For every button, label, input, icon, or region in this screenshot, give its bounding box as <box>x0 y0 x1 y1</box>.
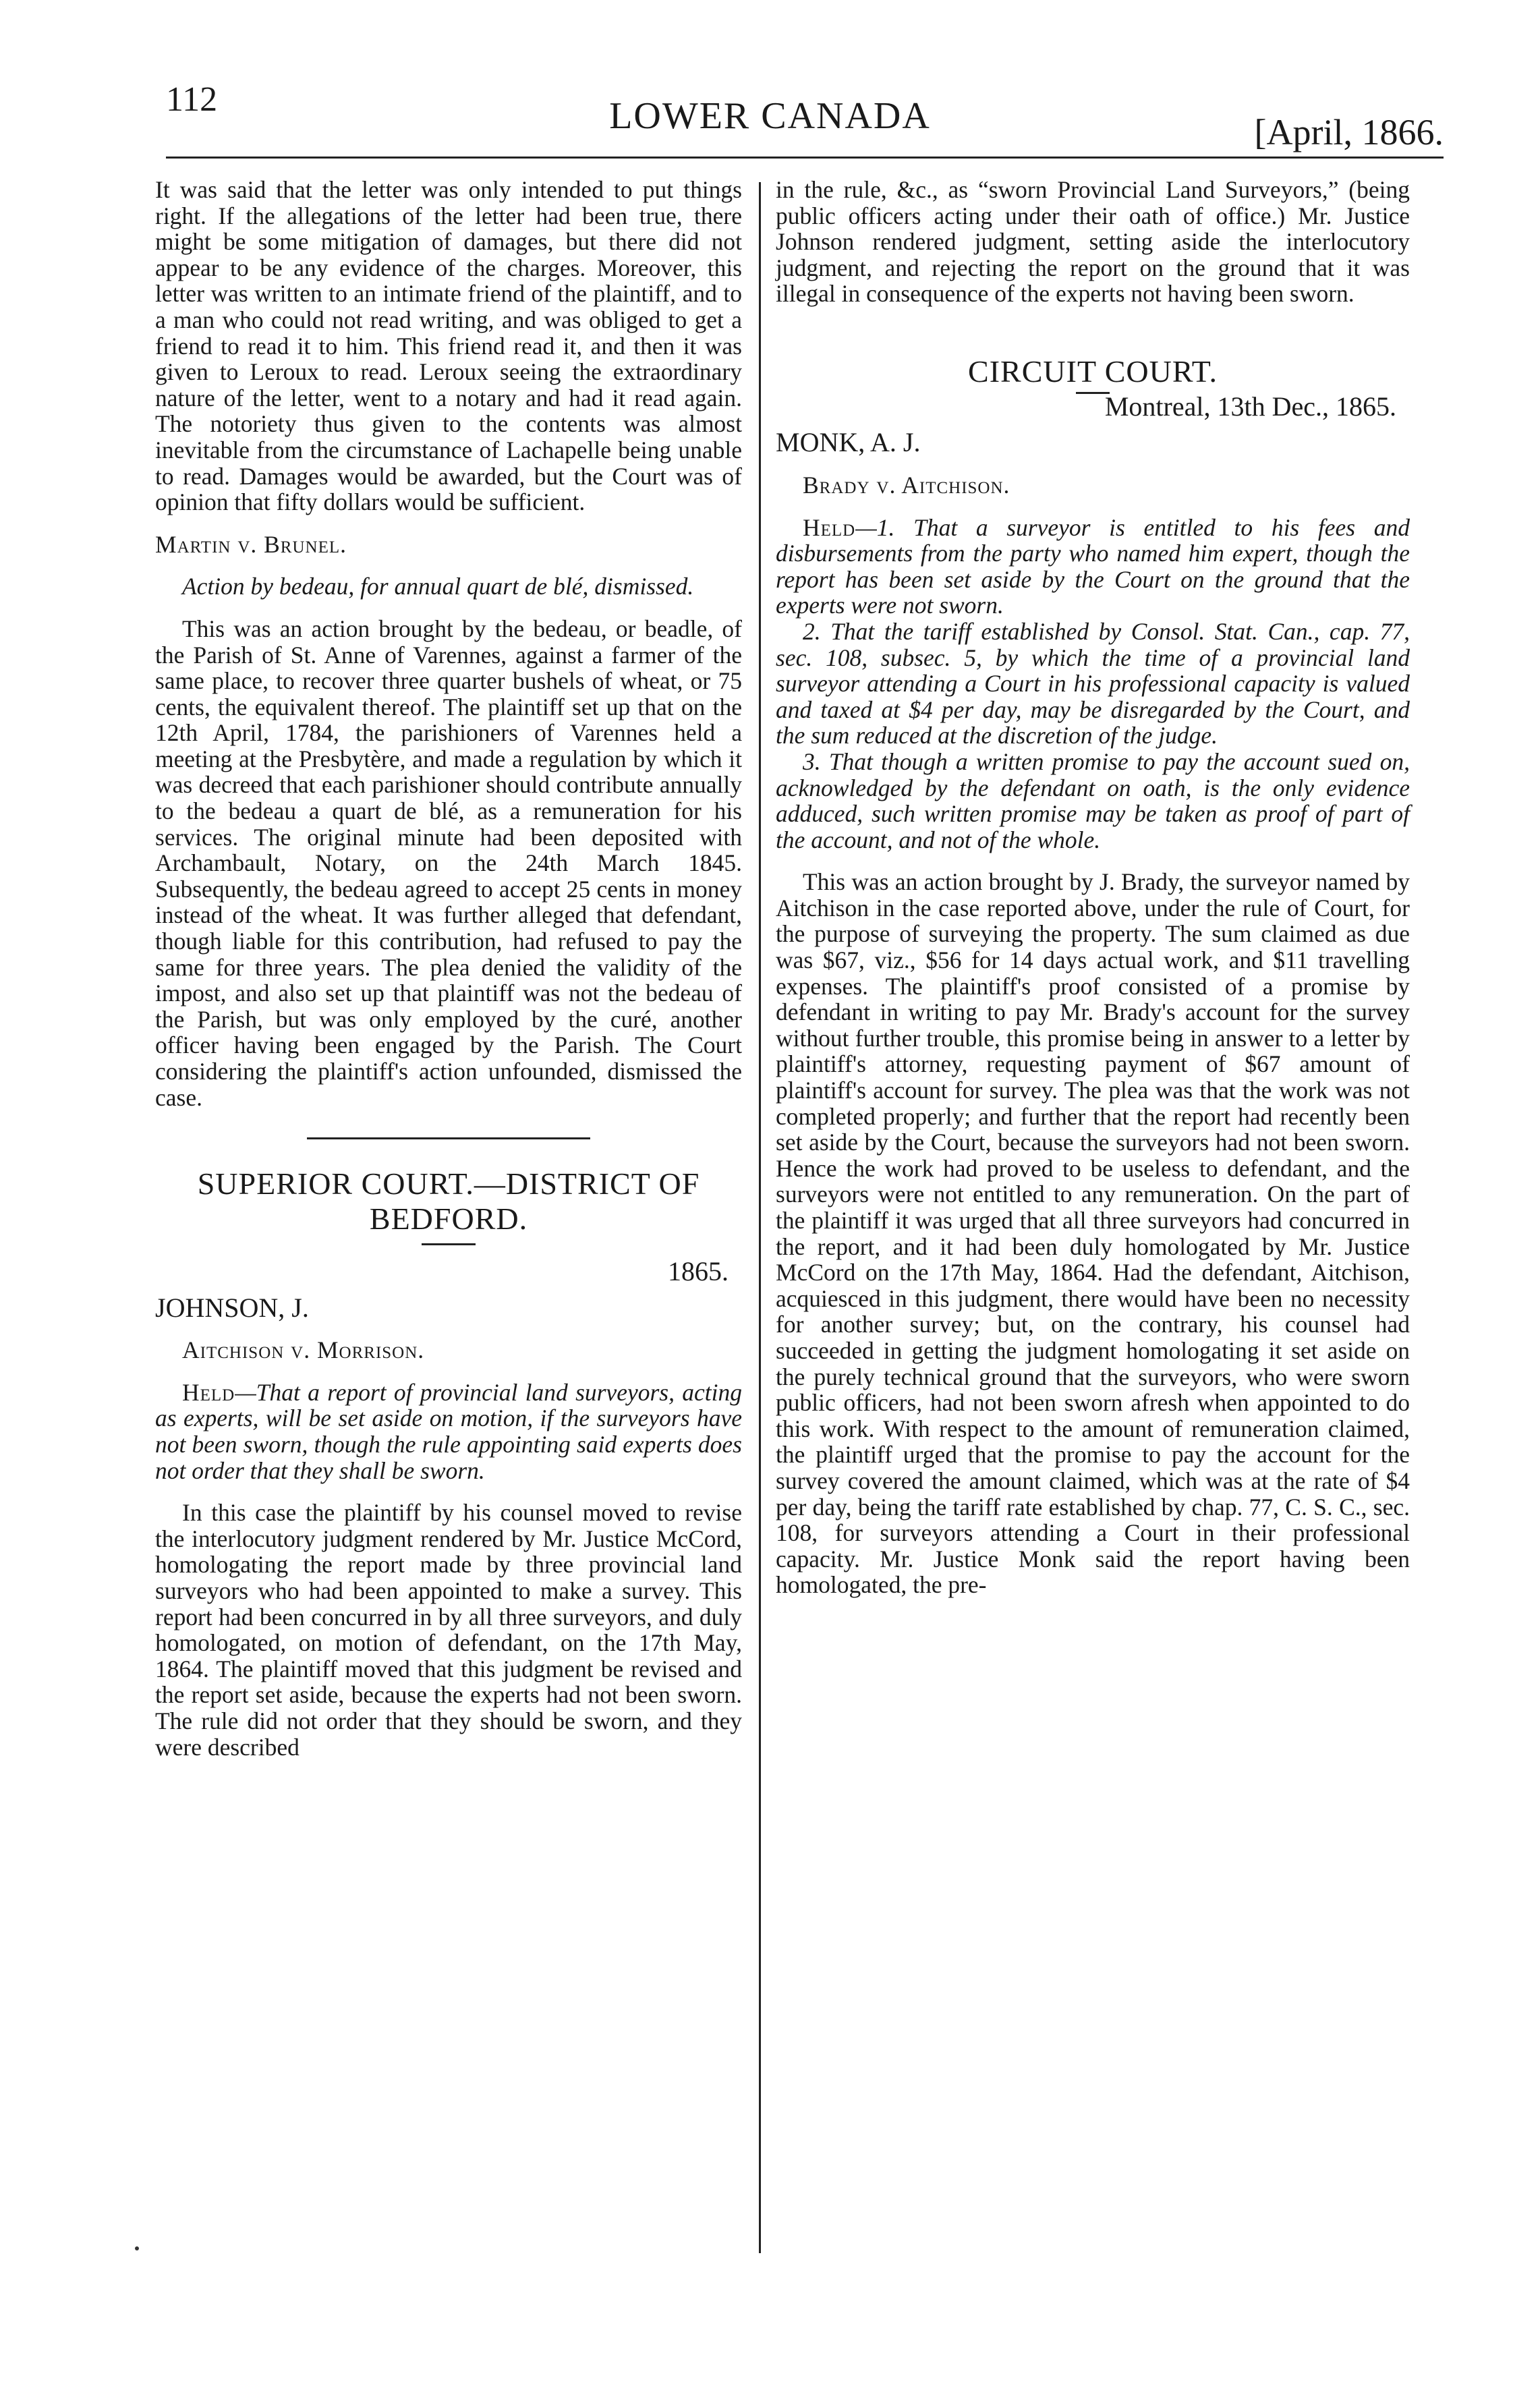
opening-paragraph: It was said that the letter was only intended to put things right. If the allegations of the letter had been true, there might be some mitigation of damages, but there did not appear to be any evidence of the charges. Moreover, this letter was written to an intimate friend of the plaintiff, and to a man who could not read writing, and was obliged to get a friend to read it to him. This friend read it, and then it was given to Leroux to read. Leroux seeing the extraordinary nature of the letter, went to a notary and had it read again. The notoriety thus given to the contents was almost inevitable from the circumstance of Lachapelle being unable to read. Damages would be awarded, but the Court was of opinion that fifty dollars would be sufficient. <box>155 176 742 516</box>
judge-name: MONK, A. J. <box>776 427 921 458</box>
court-heading-superior: SUPERIOR COURT.—DISTRICT OF BEDFORD. <box>197 1166 700 1237</box>
held-text: —1. That a surveyor is entitled to his fees and disbursements from the party who named him expert, though the report has been set aside by the Court on the ground that the experts were not sworn. <box>776 513 1410 619</box>
print-speck <box>135 2246 139 2250</box>
case-paragraph-martin-brunel: This was an action brought by the bedeau, or beadle, of the Parish of St. Anne of Varennes, against a farmer of the same place, to recover three quarter bushels of wheat, or 75 cents, the equivalent thereof. The plaintiff set up that on the 12th April, 1784, the parishioners of Varennes held a meeting at the Presbytère, and made a regulation by which it was decreed that each parishioner should contribute annually to the bedeau a quart de blé, as a remuneration for his services. The original minute had been deposited with Archambault, Notary, on the 24th March 1845. Subsequently, the bedeau agreed to accept 25 cents in money instead of the wheat. It was further alleged that defendant, though liable for this contribution, had refused to pay the same for three years. The plea denied the validity of the impost, and also set up that plaintiff was not the bedeau of the Parish, but was only employed by the curé, another officer having been engaged by the Parish. The Court considering the plaintiff's action unfounded, dismissed the case. <box>155 615 742 1111</box>
case-title-aitchison-morrison: Aitchison v. Morrison. <box>182 1336 425 1364</box>
header-rule <box>166 157 1444 159</box>
header-date: [April, 1866. <box>1254 112 1444 152</box>
body-paragraph: This was an action brought by J. Brady, the surveyor named by Aitchison in the case reported above, under the rule of Court, for the purpose of surveying the property. The sum claimed as due was $67, viz., $56 for 14 days actual work, and $11 travelling expenses. The plaintiff's proof consisted of a promise by defendant in writing to pay Mr. Brady's account for the survey without further trouble, this promise being in answer to a letter by plaintiff's attorney, requesting payment of $67 amount of plaintiff's account for survey. The plea was that the work was not completed properly; and further that the report had recently been set aside by the Court, because the surveyors had not been sworn. Hence the work had proved to be useless to defendant, and the surveyors were not entitled to any remuneration. On the part of the plaintiff it was urged that all three surveyors had concurred in the report, and it had been duly homologated by Mr. Justice McCord on the 17th May, 1864. Had the defendant, Aitchison, acquiesced in this judgment, there would have been no necessity for another survey; but, on the contrary, his counsel had succeeded in getting the judgment homologating it set aside on the purely technical ground that the surveyors, who were sworn public officers, had not been sworn afresh when appointed to do this work. With respect to the amount of remuneration claimed, the plaintiff urged that the promise to pay the account for the survey covered the amount claimed, which was at the rate of $4 per day, being the tariff rate established by chap. 77, C. S. C., sec. 108, for surveyors attending a Court in their professional capacity. Mr. Justice Monk said the report having been homologated, the pre- <box>776 868 1410 1599</box>
section-divider <box>307 1137 590 1139</box>
left-column <box>155 177 742 1760</box>
right-column <box>776 177 1410 1598</box>
place-date: Montreal, 13th Dec., 1865. <box>1104 391 1396 422</box>
judge-name: JOHNSON, J. <box>155 1292 309 1323</box>
case-headnote-martin-brunel: Action by bedeau, for annual quart de blé, dismissed. <box>182 573 694 600</box>
continuation-paragraph: in the rule, &c., as “sworn Provincial Land Surveyors,” (being public officers acting under their oath of office.) Mr. Justice Johnson rendered judgment, setting aside the interlocutory judgment, and rejecting the report on the ground that it was illegal in consequence of the experts not having been sworn. <box>776 176 1410 308</box>
held-label: Held <box>182 1378 235 1406</box>
page-header <box>0 0 1540 162</box>
held-point-3: 3. That though a written promise to pay the account sued on, acknowledged by the defendant on oath, is the only evidence adduced, such written promise may be taken as proof of part of the account, and not of the whole. <box>776 747 1410 853</box>
case-paragraph-aitchison-morrison: In this case the plaintiff by his counsel moved to revise the interlocutory judgment rendered by Mr. Justice McCord, homologating the report made by three provincial land surveyors who had been appointed to make a survey. This report had been concurred in by all three surveyors, and duly homologated, on motion of defendant, on the 17th May, 1864. The plaintiff moved that this judgment be revised and the report set aside, because the experts had not been sworn. The rule did not order that they should be sworn, and they were described <box>155 1499 742 1761</box>
page-number: 112 <box>166 80 218 119</box>
held-point-2: 2. That the tariff established by Consol. Stat. Can., cap. 77, sec. 108, subsec. 5, by which the time of a provincial land surveyor attending a Court in his professional capacity is valued and taxed at $4 per day, may be disregarded by the Court, and the sum reduced at the discretion of the judge. <box>776 617 1410 749</box>
case-title-martin-brunel: Martin v. Brunel. <box>155 530 347 558</box>
court-heading-circuit: CIRCUIT COURT. <box>968 353 1218 389</box>
judge-line <box>776 391 1410 458</box>
judge-line <box>155 1256 742 1323</box>
heading-rule <box>422 1243 476 1245</box>
held-label: Held <box>803 513 856 541</box>
case-headnote-aitchison-morrison <box>155 1380 742 1483</box>
case-title-brady-aitchison: Brady v. Aitchison. <box>803 471 1010 499</box>
column-divider <box>759 182 761 2253</box>
running-title: LOWER CANADA <box>609 95 931 137</box>
held-text: —That a report of provincial land surveyors, acting as experts, will be set aside on motion, if the surveyors have not been sworn, though the rule appointing said experts does not order that they shall be sworn. <box>155 1378 742 1484</box>
held-point-1 <box>776 515 1410 619</box>
case-year: 1865. <box>668 1256 729 1287</box>
